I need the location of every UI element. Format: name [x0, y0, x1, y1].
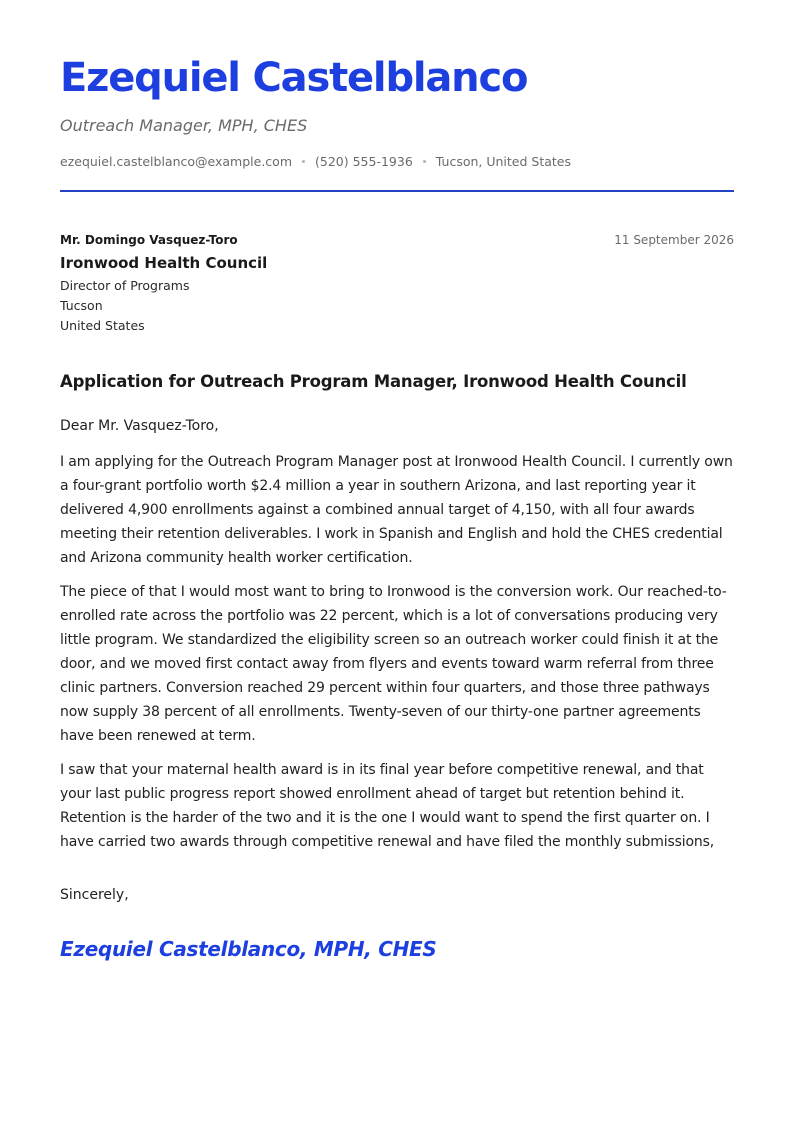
separator-dot — [302, 160, 305, 163]
separator-dot — [423, 160, 426, 163]
recipient-city: Tucson — [60, 298, 103, 313]
recipient-role: Director of Programs — [60, 278, 190, 293]
applicant-title: Outreach Manager, MPH, CHES — [60, 116, 308, 135]
contact-line — [60, 154, 571, 169]
contact-email: ezequiel.castelblanco@example.com — [60, 154, 293, 169]
recipient-name: Mr. Domingo Vasquez-Toro — [60, 233, 238, 247]
recipient-organization: Ironwood Health Council — [60, 254, 268, 272]
letter-body — [60, 450, 736, 864]
body-paragraph: The piece of that I would most want to bring to Ironwood is the conversion work. Our reached-to-enrolled rate across the portfolio was 22 percent, which is a lot of conversations producing very little program. We standardized the eligibility screen so an outreach worker could finish it at the door, and we moved first contact away from flyers and events toward warm referral from three clinic partners. Conversion reached 29 percent within four quarters, and those three pathways now supply 38 percent of all enrollments. Twenty-seven of our thirty-one partner agreements have been renewed at term. — [60, 584, 727, 744]
letter-date: 11 September 2026 — [614, 233, 734, 247]
closing: Sincerely, — [60, 887, 129, 903]
recipient-country: United States — [60, 318, 145, 333]
header-divider — [60, 190, 734, 192]
signature: Ezequiel Castelblanco, MPH, CHES — [60, 937, 437, 961]
salutation: Dear Mr. Vasquez-Toro, — [60, 418, 219, 434]
letter-subject: Application for Outreach Program Manager, Ironwood Health Council — [60, 372, 687, 391]
contact-phone: (520) 555-1936 — [315, 154, 413, 169]
body-paragraph: I am applying for the Outreach Program Manager post at Ironwood Health Council. I currently own a four-grant portfolio worth $2.4 million a year in southern Arizona, and last reporting year it delivered 4,900 enrollments against a combined annual target of 4,150, with all four awards meeting their retention deliverables. I work in Spanish and English and hold the CHES credential and Arizona community health worker certification. — [60, 454, 733, 566]
applicant-name: Ezequiel Castelblanco — [60, 55, 528, 101]
body-paragraph: I saw that your maternal health award is in its final year before competitive renewal, and that your last public progress report showed enrollment ahead of target but retention behind it. Retention is the harder of the two and it is the one I would want to spend the first quarter on. I have carried two awards through competitive renewal and have filed the monthly submissions, — [60, 762, 715, 850]
contact-location: Tucson, United States — [435, 154, 572, 169]
